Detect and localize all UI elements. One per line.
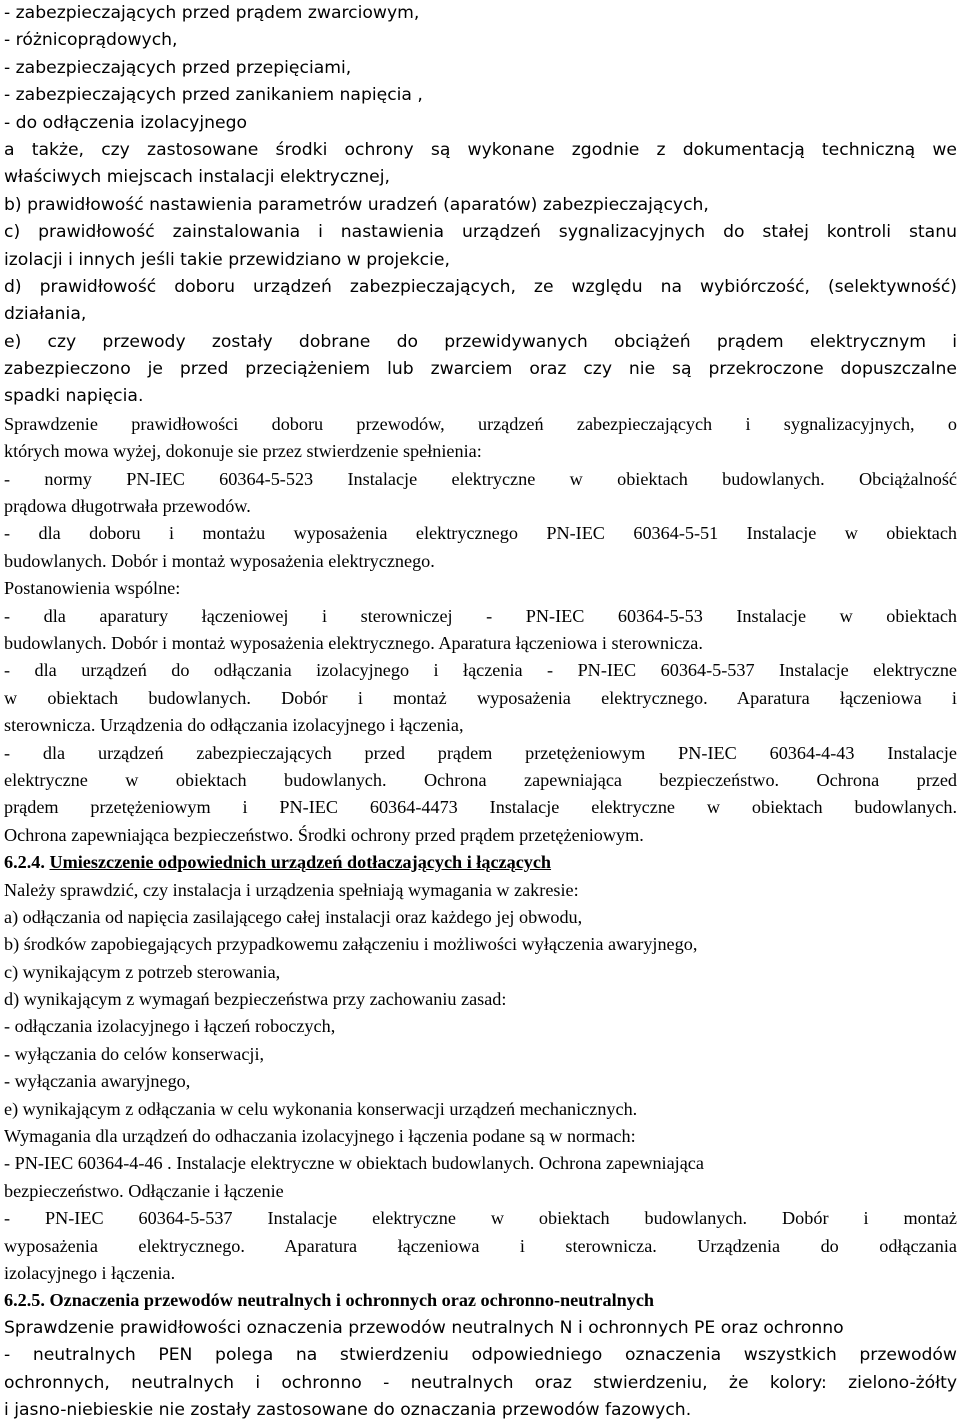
text-line: b) prawidłowość nastawienia parametrów uradzeń (aparatów) zabezpieczających, (4, 194, 709, 215)
section-number: 6.2.4. (4, 852, 50, 873)
text-line: - dla urządzeń do odłączania izolacyjnego i łączenia - PN-IEC 60364-5-537 Instalacje elektryczne (4, 660, 957, 681)
text-line: izolacyjnego i łączenia. (4, 1262, 176, 1283)
text-line: wyposażenia elektrycznego. Aparatura łączeniowa i sterownicza. Urządzenia do odłączania (4, 1235, 957, 1256)
text-line: - dla urządzeń zabezpieczających przed prądem przetężeniowym PN-IEC 60364-4-43 Instalacje (4, 742, 957, 763)
text-line: - dla aparatury łączeniowej i sterowniczej - PN-IEC 60364-5-53 Instalacje w obiektach (4, 605, 957, 626)
text-line: izolacji i innych jeśli takie przewidziano w projekcie, (4, 249, 450, 270)
text-line: - dla doboru i montażu wyposażenia elektrycznego PN-IEC 60364-5-51 Instalacje w obiektach (4, 523, 957, 544)
text-line: budowlanych. Dobór i montaż wyposażenia elektrycznego. Aparatura łączeniowa i sterownicza. (4, 632, 703, 653)
text-line: - różnicoprądowych, (4, 30, 178, 51)
text-line: e) wynikającym z odłączania w celu wykonania konserwacji urządzeń mechanicznych. (4, 1098, 638, 1119)
text-line: - PN-IEC 60364-5-537 Instalacje elektryczne w obiektach budowlanych. Dobór i montaż (4, 1208, 957, 1229)
section-conductor-marking (4, 1315, 957, 1421)
text-line: spadki napięcia. (4, 386, 144, 407)
section-disconnecting-devices (4, 877, 957, 1288)
text-line: Ochrona zapewniająca bezpieczeństwo. Środki ochrony przed prądem przetężeniowym. (4, 824, 644, 845)
text-line: b) środków zapobiegających przypadkowemu załączeniu i możliwości wyłączenia awaryjnego, (4, 934, 698, 955)
text-line: zabezpieczono je przed przeciążeniem lub zwarciem oraz czy nie są przekroczone dopuszczalne (4, 359, 957, 380)
text-line: Wymagania dla urządzeń do odhaczania izolacyjnego i łączenia podane są w normach: (4, 1126, 636, 1147)
text-line: elektryczne w obiektach budowlanych. Ochrona zapewniająca bezpieczeństwo. Ochrona przed (4, 769, 957, 790)
text-line: c) wynikającym z potrzeb sterowania, (4, 961, 281, 982)
text-line: Należy sprawdzić, czy instalacja i urządzenia spełniają wymagania w zakresie: (4, 879, 579, 900)
section-number: 6.2.5. (4, 1290, 50, 1311)
text-line: - zabezpieczających przed prądem zwarciowym, (4, 3, 420, 23)
text-line: a także, czy zastosowane środki ochrony są wykonane zgodnie z dokumentacją techniczną we (4, 139, 957, 160)
section-heading-6-2-5 (4, 1287, 957, 1314)
text-line: - zabezpieczających przed przepięciami, (4, 57, 352, 78)
text-line: a) odłączania od napięcia zasilającego całej instalacji oraz każdego jej obwodu, (4, 906, 583, 927)
section-title: Umieszczenie odpowiednich urządzeń dotłaczających i łączących (49, 852, 552, 873)
section-title: Oznaczenia przewodów neutralnych i ochronnych oraz ochronno-neutralnych (49, 1290, 655, 1311)
text-line: prądem przetężeniowym i PN-IEC 60364-4473 Instalacje elektryczne w obiektach budowlanych. (4, 797, 957, 818)
text-line: budowlanych. Dobór i montaż wyposażenia elektrycznego. (4, 550, 435, 571)
section-standards (4, 411, 957, 849)
text-line: e) czy przewody zostały dobrane do przewidywanych obciążeń prądem elektrycznym i (4, 331, 957, 352)
section-heading-6-2-4 (4, 849, 957, 876)
text-line: - wyłączania do celów konserwacji, (4, 1043, 265, 1064)
text-line: - PN-IEC 60364-4-46 . Instalacje elektryczne w obiektach budowlanych. Ochrona zapewniająca (4, 1153, 704, 1174)
text-line: właściwych miejscach instalacji elektrycznej, (4, 167, 390, 188)
text-line: - do odłączenia izolacyjnego (4, 112, 248, 133)
text-line: - wyłączania awaryjnego, (4, 1071, 191, 1092)
text-line: Postanowienia wspólne: (4, 578, 181, 599)
text-line: prądowa długotrwała przewodów. (4, 496, 251, 517)
text-line: - zabezpieczających przed zanikaniem napięcia , (4, 85, 423, 106)
text-line: - normy PN-IEC 60364-5-523 Instalacje elektryczne w obiektach budowlanych. Obciążalność (4, 468, 957, 489)
text-line: działania, (4, 304, 87, 325)
text-line: d) prawidłowość doboru urządzeń zabezpieczających, ze względu na wybiórczość, (selektywność) (4, 276, 957, 297)
text-line: - odłączania izolacyjnego i łączeń roboczych, (4, 1016, 336, 1037)
text-line: - neutralnych PEN polega na stwierdzeniu odpowiedniego oznaczenia wszystkich przewodów (4, 1345, 957, 1366)
text-line: bezpieczeństwo. Odłączanie i łączenie (4, 1180, 284, 1201)
text-line: i jasno-niebieskie nie zostały zastosowane do oznaczania przewodów fazowych. (4, 1399, 692, 1420)
section-protection-devices (4, 0, 957, 411)
text-line: Sprawdzenie prawidłowości oznaczenia przewodów neutralnych N i ochronnych PE oraz ochronno (4, 1317, 844, 1338)
text-line: w obiektach budowlanych. Dobór i montaż wyposażenia elektrycznego. Aparatura łączeniowa i (4, 687, 957, 708)
text-line: ochronnych, neutralnych i ochronno - neutralnych oraz stwierdzeniu, że kolory: zielono-żółty (4, 1372, 957, 1393)
text-line: d) wynikającym z wymagań bezpieczeństwa przy zachowaniu zasad: (4, 989, 507, 1010)
text-line: Sprawdzenie prawidłowości doboru przewodów, urządzeń zabezpieczających i sygnalizacyjnych, o (4, 413, 957, 434)
text-line: których mowa wyżej, dokonuje sie przez stwierdzenie spełnienia: (4, 441, 482, 462)
text-line: sterownicza. Urządzenia do odłączania izolacyjnego i łączenia, (4, 715, 464, 736)
text-line: c) prawidłowość zainstalowania i nastawienia urządzeń sygnalizacyjnych do stałej kontroli stanu (4, 222, 957, 243)
